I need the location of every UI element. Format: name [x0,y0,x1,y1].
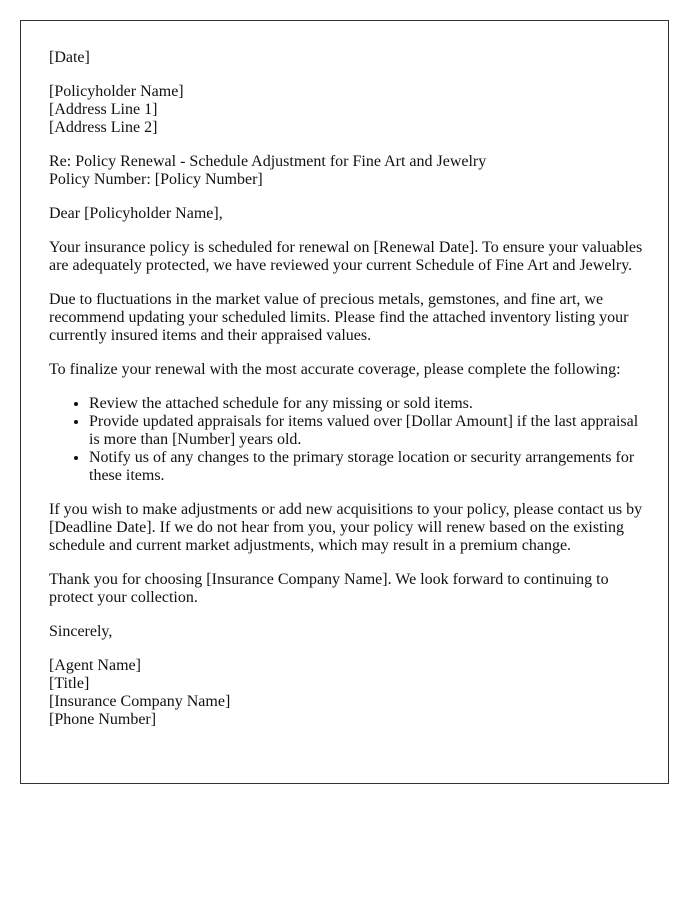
action-item-review-schedule: • Review the attached schedule for any missing or sold items. [89,395,648,413]
action-item-updated-appraisals: • Provide updated appraisals for items valued over [Dollar Amount] if the last appraisal is more than [Number] years old. [89,413,648,449]
signature-block [49,657,648,729]
policy-number-line: Policy Number: [Policy Number] [49,171,263,188]
signature-agent-name: [Agent Name] [49,657,141,674]
subject-re-line: Re: Policy Renewal - Schedule Adjustment for Fine Art and Jewelry [49,153,487,170]
action-item-notify-changes: • Notify us of any changes to the primary storage location or security arrangements for these items. [89,449,648,485]
signature-phone-number: [Phone Number] [49,711,157,728]
body-paragraph-thank-you: Thank you for choosing [Insurance Company Name]. We look forward to continuing to protect your collection. [49,571,609,606]
recipient-block [49,83,648,137]
body-paragraph-instructions: To finalize your renewal with the most accurate coverage, please complete the following: [49,361,621,378]
recipient-address-line-2: [Address Line 2] [49,119,158,136]
recipient-name: [Policyholder Name] [49,83,184,100]
letter-page [20,20,669,784]
body-paragraph-renewal: Your insurance policy is scheduled for renewal on [Renewal Date]. To ensure your valuables are adequately protected, we have reviewed your current Schedule of Fine Art and Jewelry. [49,239,643,274]
action-items-list [49,395,648,485]
body-paragraph-adjustments: If you wish to make adjustments or add new acquisitions to your policy, please contact us by [Deadline Date]. If we do not hear from you, your policy will renew based on the existing schedule and current market adjustments, which may result in a premium change. [49,501,643,554]
body-paragraph-market: Due to fluctuations in the market value of precious metals, gemstones, and fine art, we recommend updating your scheduled limits. Please find the attached inventory listing your currently insured items and their appraised values. [49,291,629,344]
signature-title: [Title] [49,675,90,692]
subject-block [49,153,648,189]
recipient-address-line-1: [Address Line 1] [49,101,158,118]
sign-off: Sincerely, [49,623,113,640]
letter-date: [Date] [49,49,90,66]
signature-company-name: [Insurance Company Name] [49,693,231,710]
salutation: Dear [Policyholder Name], [49,205,223,222]
